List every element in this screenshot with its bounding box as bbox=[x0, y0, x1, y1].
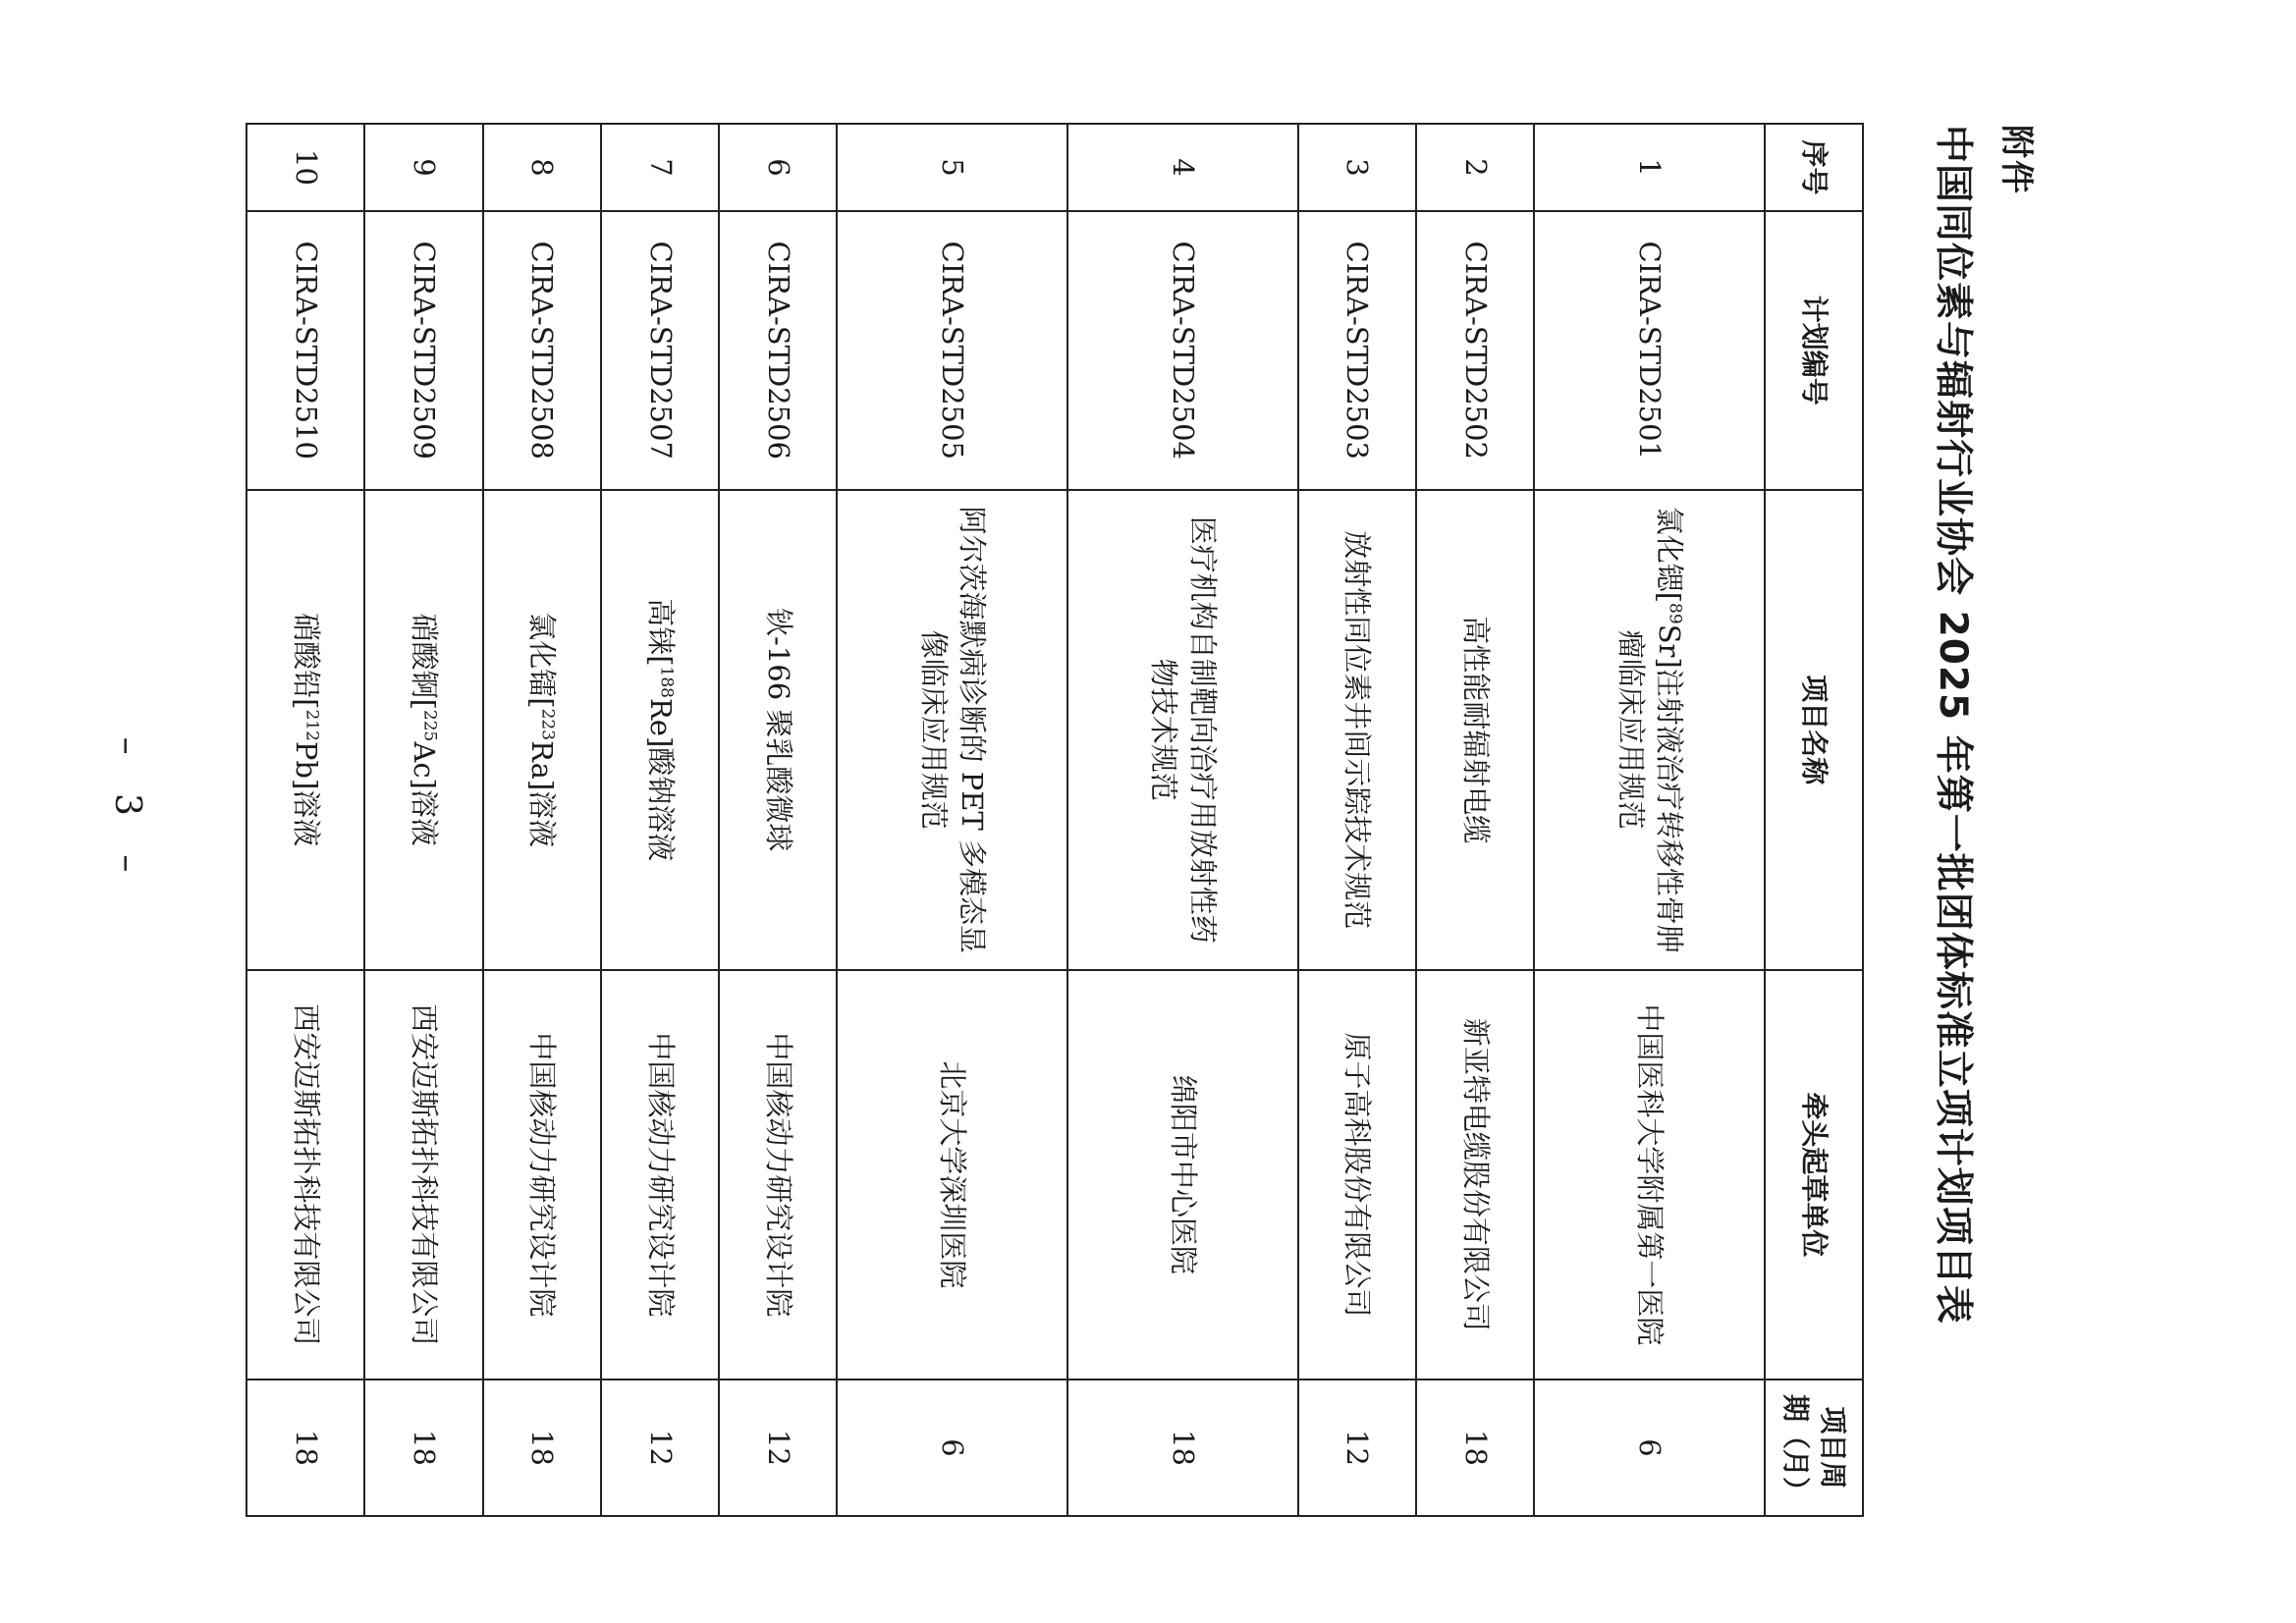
row-unit: 原子高科股份有限公司 bbox=[1298, 970, 1416, 1380]
isotope-mass-number: 89 bbox=[1665, 603, 1685, 624]
row-period: 18 bbox=[1416, 1380, 1534, 1516]
isotope-mass-number: 188 bbox=[656, 666, 677, 698]
header-plan-no: 计划编号 bbox=[1765, 211, 1863, 490]
row-no: 8 bbox=[483, 124, 601, 211]
page-title: 中国同位素与辐射行业协会 2025 年第一批团体标准立项计划项目表 bbox=[1931, 125, 1975, 1325]
row-period: 18 bbox=[1067, 1380, 1298, 1516]
project-table bbox=[246, 123, 1864, 1517]
row-no: 2 bbox=[1416, 124, 1534, 211]
row-plan-no: CIRA-STD2503 bbox=[1298, 211, 1416, 490]
isotope-mass-number: 225 bbox=[419, 709, 440, 742]
row-plan-no: CIRA-STD2509 bbox=[364, 211, 482, 490]
row-name bbox=[837, 490, 1067, 970]
row-name-text: 放射性同位素井间示踪技术规范 bbox=[1340, 530, 1375, 930]
row-period: 18 bbox=[364, 1380, 482, 1516]
header-unit: 牵头起草单位 bbox=[1765, 970, 1863, 1380]
row-no: 7 bbox=[601, 124, 719, 211]
row-period: 6 bbox=[1534, 1380, 1765, 1516]
row-name-text: 硝酸锕[ bbox=[408, 613, 442, 710]
table-row bbox=[1298, 124, 1416, 1516]
row-name bbox=[1534, 490, 1765, 970]
row-name-text-suffix: Sr]注射液治疗转移性骨肿瘤临床应用规范 bbox=[1613, 623, 1686, 953]
header-no: 序号 bbox=[1765, 124, 1863, 211]
row-name bbox=[601, 490, 719, 970]
table-body bbox=[246, 124, 1765, 1516]
row-period: 18 bbox=[246, 1380, 364, 1516]
row-unit: 新亚特电缆股份有限公司 bbox=[1416, 970, 1534, 1380]
attachment-label: 附件 bbox=[1996, 125, 2036, 195]
row-no: 9 bbox=[364, 124, 482, 211]
table-row bbox=[719, 124, 837, 1516]
row-name-text: 阿尔茨海默病诊断的 PET 多模态显像临床应用规范 bbox=[916, 506, 989, 953]
row-name-text-suffix: Re]酸钠溶液 bbox=[643, 697, 678, 862]
table-row bbox=[1416, 124, 1534, 1516]
table-row bbox=[1067, 124, 1298, 1516]
row-name-text-suffix: Pb]溶液 bbox=[289, 740, 323, 847]
isotope-mass-number: 223 bbox=[537, 708, 558, 741]
row-name-text: 氯化锶[ bbox=[1652, 506, 1686, 604]
row-no: 1 bbox=[1534, 124, 1765, 211]
row-period: 12 bbox=[601, 1380, 719, 1516]
row-plan-no: CIRA-STD2504 bbox=[1067, 211, 1298, 490]
row-period: 12 bbox=[719, 1380, 837, 1516]
header-period: 项目周期（月） bbox=[1765, 1380, 1863, 1516]
row-unit: 中国核动力研究设计院 bbox=[483, 970, 601, 1380]
row-name-text-suffix: Ac]溶液 bbox=[408, 741, 442, 846]
row-name-text: 高铼[ bbox=[643, 598, 678, 667]
row-unit: 绵阳市中心医院 bbox=[1067, 970, 1298, 1380]
row-plan-no: CIRA-STD2510 bbox=[246, 211, 364, 490]
row-name bbox=[719, 490, 837, 970]
row-unit: 西安迈斯拓扑科技有限公司 bbox=[246, 970, 364, 1380]
row-name bbox=[1067, 490, 1298, 970]
header-name: 项目名称 bbox=[1765, 490, 1863, 970]
row-period: 12 bbox=[1298, 1380, 1416, 1516]
row-name-text: 高性能耐辐射电缆 bbox=[1458, 616, 1493, 844]
row-plan-no: CIRA-STD2507 bbox=[601, 211, 719, 490]
row-plan-no: CIRA-STD2505 bbox=[837, 211, 1067, 490]
row-no: 6 bbox=[719, 124, 837, 211]
row-no: 10 bbox=[246, 124, 364, 211]
row-name bbox=[1298, 490, 1416, 970]
isotope-mass-number: 212 bbox=[301, 709, 322, 741]
row-name bbox=[1416, 490, 1534, 970]
row-name bbox=[246, 490, 364, 970]
row-plan-no: CIRA-STD2506 bbox=[719, 211, 837, 490]
table-row bbox=[601, 124, 719, 1516]
row-no: 3 bbox=[1298, 124, 1416, 211]
table-row bbox=[837, 124, 1067, 1516]
row-unit: 中国核动力研究设计院 bbox=[601, 970, 719, 1380]
table-row bbox=[246, 124, 364, 1516]
row-name-text: 医疗机构自制靶向治疗用放射性药物技术规范 bbox=[1147, 515, 1220, 944]
row-plan-no: CIRA-STD2501 bbox=[1534, 211, 1765, 490]
table-row bbox=[1534, 124, 1765, 1516]
row-name-text: 钬-166 聚乳酸微球 bbox=[761, 608, 795, 852]
row-plan-no: CIRA-STD2502 bbox=[1416, 211, 1534, 490]
row-no: 5 bbox=[837, 124, 1067, 211]
row-period: 18 bbox=[483, 1380, 601, 1516]
row-name-text-suffix: Ra]溶液 bbox=[525, 740, 560, 848]
row-plan-no: CIRA-STD2508 bbox=[483, 211, 601, 490]
row-unit: 中国核动力研究设计院 bbox=[719, 970, 837, 1380]
row-unit: 西安迈斯拓扑科技有限公司 bbox=[364, 970, 482, 1380]
row-no: 4 bbox=[1067, 124, 1298, 211]
row-name-text: 氯化镭[ bbox=[525, 612, 560, 709]
table-row bbox=[483, 124, 601, 1516]
row-unit: 北京大学深圳医院 bbox=[837, 970, 1067, 1380]
row-unit: 中国医科大学附属第一医院 bbox=[1534, 970, 1765, 1380]
row-period: 6 bbox=[837, 1380, 1067, 1516]
table-header-row bbox=[1765, 124, 1863, 1516]
table-row bbox=[364, 124, 482, 1516]
page-number: – 3 – bbox=[107, 736, 147, 887]
row-name-text: 硝酸铅[ bbox=[289, 613, 323, 710]
row-name bbox=[364, 490, 482, 970]
row-name bbox=[483, 490, 601, 970]
